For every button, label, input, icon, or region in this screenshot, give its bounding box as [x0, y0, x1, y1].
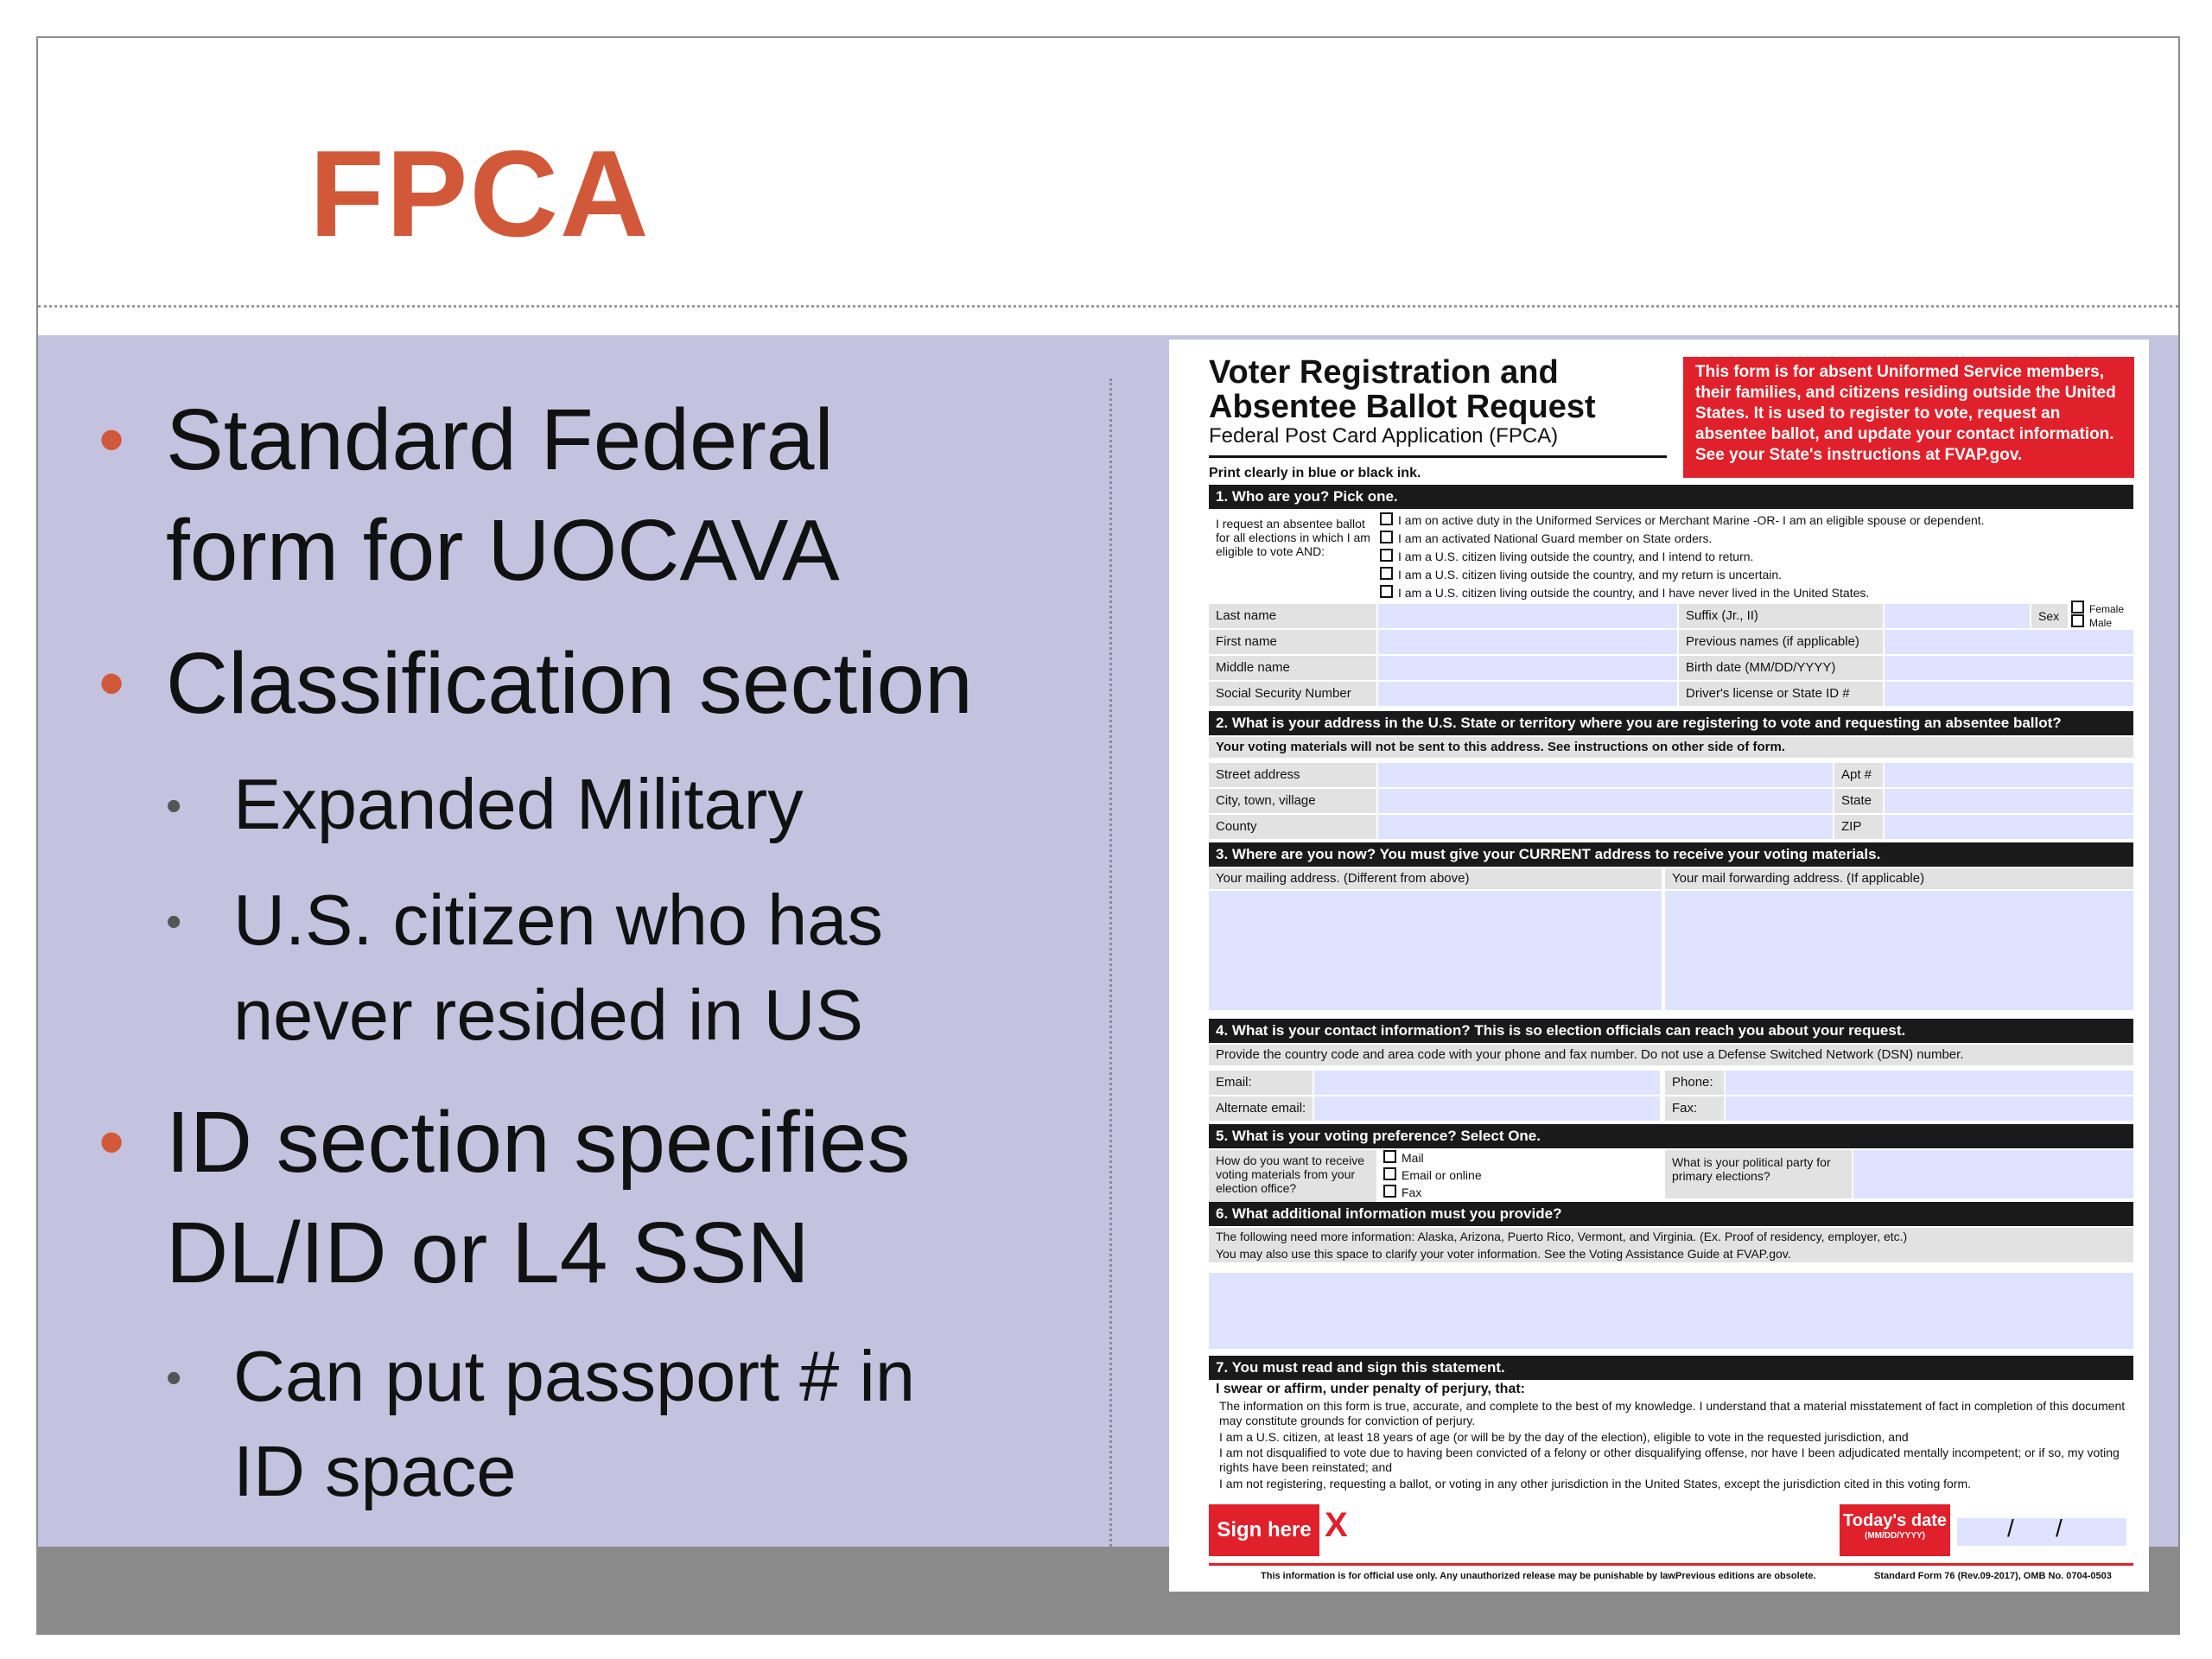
form-print-note: Print clearly in blue or black ink.	[1209, 466, 1421, 480]
label-forwarding-address: Your mail forwarding address. (If applicable)	[1665, 868, 2133, 889]
classification-option-4: I am a U.S. citizen living outside the country, and my return is uncertain.	[1380, 567, 1782, 582]
field-birth-date	[1885, 656, 2133, 680]
field-drivers-license	[1885, 682, 2133, 706]
field-middle-name	[1378, 656, 1677, 680]
sign-here-label: Sign here	[1209, 1504, 1319, 1556]
field-email	[1314, 1071, 1660, 1095]
slide-title: FPCA	[309, 125, 651, 263]
section-4-note: Provide the country code and area code with your phone and fax number. Do not use a Defense Switched Network (DSN) number.	[1209, 1045, 2133, 1065]
section-3-header: 3. Where are you now? You must give your CURRENT address to receive your voting materials.	[1209, 842, 2133, 867]
field-city	[1378, 789, 1833, 813]
classification-option-5: I am a U.S. citizen living outside the country, and I have never lived in the United States.	[1380, 585, 1869, 600]
label-drivers-license: Driver's license or State ID #	[1679, 682, 1883, 706]
section-7-header: 7. You must read and sign this statement.	[1209, 1356, 2133, 1380]
bullet-standard-federal-form: • Standard Federal form for UOCAVA	[166, 385, 840, 606]
label-middle-name: Middle name	[1209, 656, 1376, 680]
subbullet-expanded-military: • Expanded Military	[233, 757, 804, 852]
field-state	[1885, 789, 2133, 813]
label-county: County	[1209, 815, 1376, 839]
field-street-address	[1378, 763, 1833, 787]
oath-item-1: The information on this form is true, accurate, and complete to the best of my knowledge. I understand that a material misstatement of fact in completion of this document may constitute grounds for conviction of perjury.	[1219, 1399, 2126, 1427]
form-notice-box: This form is for absent Uniformed Service members, their families, and citizens residing outside the United States. It is used to register to vote, request an absentee ballot, and update your contact information. See your State's instructions at FVAP.gov.	[1683, 357, 2134, 478]
footer-middle: Previous editions are obsolete.	[1675, 1571, 1816, 1581]
section-5-header: 5. What is your voting preference? Select One.	[1209, 1124, 2133, 1148]
section-2-note: Your voting materials will not be sent to this address. See instructions on other side of form.	[1209, 737, 2133, 758]
label-sex: Sex	[2031, 604, 2068, 628]
form-title-rule	[1209, 455, 1667, 458]
section-6-line-2: You may also use this space to clarify your voter information. See the Voting Assistance Guide at FVAP.gov.	[1209, 1245, 2133, 1262]
fpca-form-image	[1169, 340, 2149, 1592]
field-suffix	[1885, 604, 2030, 628]
oath-item-3: I am not disqualified to vote due to having been convicted of a felony or other disqualifying offense, nor have I been adjudicated mentally incompetent; or if so, my voting rights have been reinstated; and	[1219, 1446, 2120, 1474]
voting-option-mail: Mail	[1383, 1150, 1424, 1165]
signature-x-mark: X	[1325, 1506, 1348, 1544]
field-alternate-email	[1314, 1096, 1660, 1121]
section-6-header: 6. What additional information must you provide?	[1209, 1202, 2133, 1226]
label-state: State	[1834, 789, 1883, 813]
date-separator-2: /	[2056, 1515, 2063, 1541]
label-fax: Fax:	[1665, 1096, 1724, 1121]
classification-option-1: I am on active duty in the Uniformed Services or Merchant Marine -OR- I am an eligible spouse or dependent.	[1380, 512, 1985, 527]
form-title: Voter Registration and Absentee Ballot Request	[1209, 354, 1596, 425]
field-political-party	[1853, 1150, 2133, 1198]
label-zip: ZIP	[1834, 815, 1883, 839]
label-suffix: Suffix (Jr., II)	[1679, 604, 1883, 628]
sex-option-female: Female	[2071, 601, 2124, 615]
field-fax	[1726, 1096, 2133, 1121]
field-forwarding-address	[1665, 891, 2133, 1010]
field-county	[1378, 815, 1833, 839]
section-4-header: 4. What is your contact information? This is so election officials can reach you about your request.	[1209, 1019, 2133, 1043]
todays-date-label: Today's date (MM/DD/YYYY)	[1840, 1504, 1950, 1556]
label-email: Email:	[1209, 1071, 1313, 1095]
subbullet-passport-number: • Can put passport # in ID space	[233, 1329, 915, 1519]
label-alternate-email: Alternate email:	[1209, 1096, 1313, 1121]
classification-option-2: I am an activated National Guard member on State orders.	[1380, 531, 1712, 545]
bullet-classification-section: • Classification section	[166, 628, 973, 739]
oath-item-4: I am not registering, requesting a ballot, or voting in any other jurisdiction in the United States, except the jurisdiction cited in this voting form.	[1219, 1477, 1972, 1491]
voting-option-fax: Fax	[1383, 1185, 1421, 1199]
field-mailing-address	[1209, 891, 1662, 1010]
sex-option-male: Male	[2071, 614, 2112, 629]
oath-item-2: I am a U.S. citizen, at least 18 years of age (or will be by the day of the election), eligible to vote in the requested jurisdiction, and	[1219, 1430, 1909, 1444]
field-ssn	[1378, 682, 1677, 706]
label-first-name: First name	[1209, 630, 1376, 654]
voting-option-email: Email or online	[1383, 1167, 1482, 1182]
label-last-name: Last name	[1209, 604, 1376, 628]
field-additional-information	[1209, 1273, 2133, 1349]
label-previous-names: Previous names (if applicable)	[1679, 630, 1883, 654]
section-2-header: 2. What is your address in the U.S. State or territory where you are registering to vote and requesting an absentee ballot?	[1209, 711, 2133, 735]
form-footer	[1209, 1563, 2133, 1581]
field-zip	[1885, 815, 2133, 839]
label-birth-date: Birth date (MM/DD/YYYY)	[1679, 656, 1883, 680]
form-subtitle: Federal Post Card Application (FPCA)	[1209, 424, 1559, 448]
footer-right: Standard Form 76 (Rev.09-2017), OMB No. 0704-0503	[1874, 1571, 2112, 1581]
label-street-address: Street address	[1209, 763, 1376, 787]
classification-option-3: I am a U.S. citizen living outside the country, and I intend to return.	[1380, 549, 1753, 563]
field-apt	[1885, 763, 2133, 787]
field-phone	[1726, 1071, 2133, 1095]
subbullet-us-citizen-never-resided: • U.S. citizen who has never resided in US	[233, 873, 883, 1063]
label-ssn: Social Security Number	[1209, 682, 1376, 706]
footer-left: This information is for official use only. Any unauthorized release may be punishable by law.	[1261, 1571, 1678, 1581]
section-1-intro: I request an absentee ballot for all elections in which I am eligible to vote AND:	[1216, 517, 1370, 558]
label-mailing-address: Your mailing address. (Different from above)	[1209, 868, 1662, 889]
section-6-line-1: The following need more information: Alaska, Arizona, Puerto Rico, Vermont, and Virginia. (Ex. Proof of residency, employer, etc.)	[1209, 1228, 2133, 1245]
label-apt: Apt #	[1834, 763, 1883, 787]
bullet-id-section: • ID section specifies DL/ID or L4 SSN	[166, 1087, 910, 1308]
section-1-header: 1. Who are you? Pick one.	[1209, 485, 2133, 509]
label-phone: Phone:	[1665, 1071, 1724, 1095]
date-separator-1: /	[2007, 1515, 2014, 1541]
slide	[36, 36, 2180, 1635]
label-voting-materials: How do you want to receive voting materials from your election office?	[1209, 1150, 1376, 1202]
label-political-party: What is your political party for primary elections?	[1665, 1150, 1852, 1198]
field-first-name	[1378, 630, 1677, 654]
label-city: City, town, village	[1209, 789, 1376, 813]
field-last-name	[1378, 604, 1677, 628]
field-previous-names	[1885, 630, 2133, 654]
oath-intro: I swear or affirm, under penalty of perjury, that:	[1216, 1382, 1525, 1396]
column-separator	[1109, 378, 1112, 1547]
title-divider	[38, 305, 2178, 308]
field-todays-date	[1957, 1518, 2126, 1546]
